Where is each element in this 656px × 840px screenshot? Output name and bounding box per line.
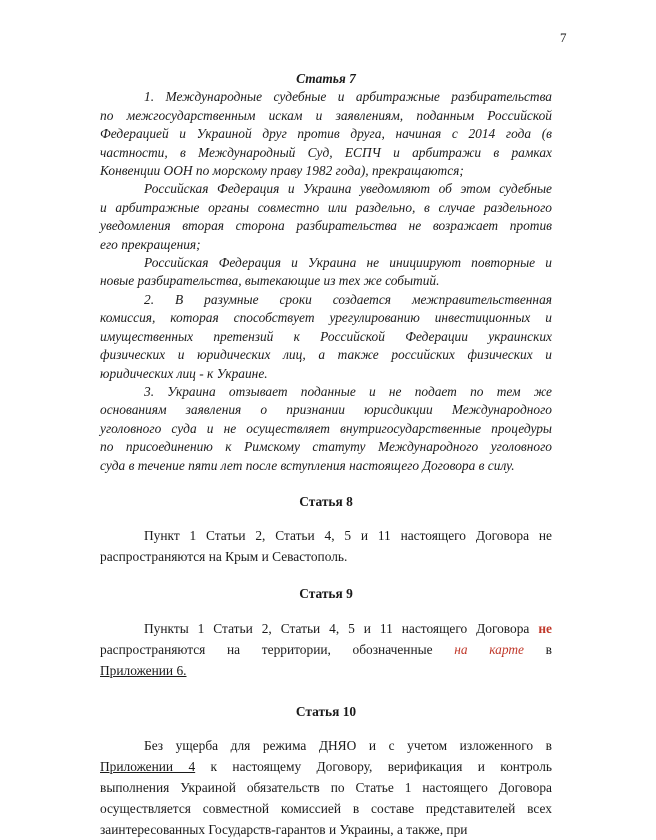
text-segment: к настоящему Договору, верификация и контроль	[195, 759, 552, 775]
article-7-paragraph-1	[100, 88, 552, 180]
text-line	[100, 756, 552, 777]
text-line: Конвенции ООН по морскому праву 1982 года), прекращаются;	[100, 163, 464, 179]
text-line: заинтересованных Государств-гарантов и Украины, а также, при	[100, 822, 468, 838]
text-segment: распространяются на территории, обозначенные	[100, 641, 455, 657]
appendix-6-reference: Приложении 6.	[100, 662, 187, 678]
text-line	[100, 639, 552, 660]
text-line: новые разбирательства, вытекающие из тех же событий.	[100, 273, 440, 289]
text-line: частности, в Международный Суд, ЕСПЧ и арбитражи в рамках	[100, 144, 552, 160]
text-line: юридических лиц - к Украине.	[100, 365, 268, 381]
text-segment: в	[524, 641, 552, 657]
appendix-4-reference: Приложении 4	[100, 759, 196, 775]
text-line: и арбитражные органы совместно или раздельно, в случае раздельного	[100, 199, 552, 215]
text-line: суда в течение пяти лет после вступления настоящего Договора в силу.	[100, 457, 515, 473]
page-number: 7	[560, 30, 567, 45]
article-7-paragraph-4	[100, 291, 552, 383]
text-line: Российская Федерация и Украина уведомляют об этом судебные	[144, 181, 552, 197]
highlight-text: на карте	[454, 641, 524, 657]
text-line: уголовного суда и не осуществляет внутригосударственные процедуры	[100, 420, 552, 436]
article-10-paragraph	[100, 735, 552, 840]
text-line	[100, 618, 552, 639]
text-segment: Пункты 1 Статьи 2, Статьи 4, 5 и 11 настоящего Договора	[144, 620, 539, 636]
article-9-heading: Статья 9	[299, 586, 353, 602]
highlight-text: не	[538, 620, 552, 636]
text-line: его прекращения;	[100, 236, 201, 252]
article-7-paragraph-2	[100, 180, 552, 254]
text-line: уведомления вторая сторона разбирательства не возражает против	[100, 218, 552, 234]
text-line: по межгосударственным искам и заявлениям, поданным Российской	[100, 107, 552, 123]
text-line: осуществляется совместной комиссией в составе представителей всех	[100, 801, 552, 817]
article-7-paragraph-3	[100, 254, 552, 291]
text-line: физических и юридических лиц, а также российских физических и	[100, 347, 552, 363]
text-line: 1. Международные судебные и арбитражные разбирательства	[144, 89, 552, 105]
text-line: по присоединению к Римскому статуту Международного уголовного	[100, 439, 552, 455]
text-line: распространяются на Крым и Севастополь.	[100, 549, 348, 565]
text-line: Без ущерба для режима ДНЯО и с учетом изложенного в	[144, 738, 552, 754]
article-9-paragraph	[100, 618, 552, 681]
document-body	[100, 70, 552, 840]
text-line: 2. В разумные сроки создается межправительственная	[144, 291, 552, 307]
text-line	[100, 660, 552, 681]
article-8-heading: Статья 8	[299, 493, 353, 509]
text-line: выполнения Украиной обязательств по Статье 1 настоящего Договора	[100, 780, 552, 796]
text-line: 3. Украина отзывает поданные и не подает по тем же	[144, 383, 552, 399]
text-line: имущественных претензий к Российской Федерации украинских	[100, 328, 552, 344]
text-line: Российская Федерация и Украина не инициируют повторные и	[144, 255, 552, 271]
text-line: основаниям заявления о признании юрисдикции Международного	[100, 402, 552, 418]
article-7-heading: Статья 7	[296, 71, 356, 86]
article-8-paragraph	[100, 525, 552, 567]
article-10-heading: Статья 10	[295, 703, 357, 719]
text-line: комиссия, которая способствует урегулированию инвестиционных и	[100, 310, 552, 326]
text-line: Пункт 1 Статьи 2, Статьи 4, 5 и 11 настоящего Договора не	[144, 528, 552, 544]
article-7-paragraph-5	[100, 383, 552, 475]
text-line: Федерацией и Украиной друг против друга, начиная с 2014 года (в	[100, 126, 552, 142]
